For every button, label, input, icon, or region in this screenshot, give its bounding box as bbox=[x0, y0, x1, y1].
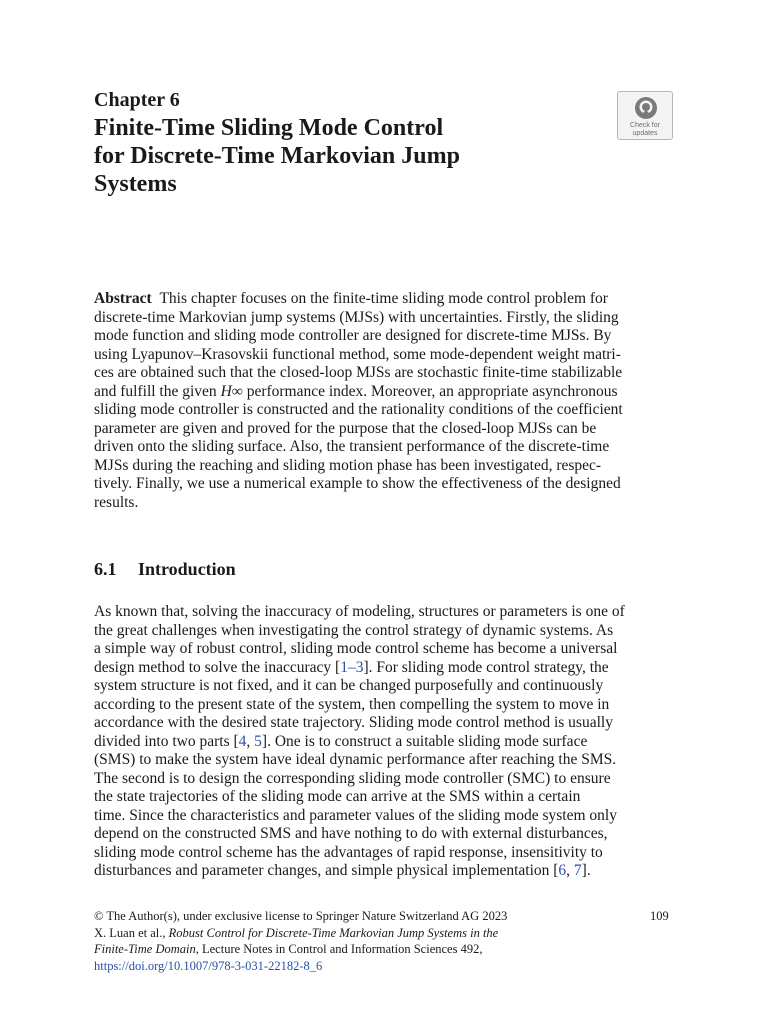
intro-line: accordance with the desired state trajectory. Sliding mode control method is usually bbox=[94, 714, 613, 731]
abstract-line: results. bbox=[94, 493, 139, 511]
abstract bbox=[94, 290, 674, 512]
section-heading bbox=[94, 558, 236, 580]
chapter-label: Chapter 6 bbox=[94, 89, 180, 111]
copyright-footer bbox=[94, 908, 674, 974]
section-title: Introduction bbox=[138, 559, 236, 579]
page-number: 109 bbox=[650, 909, 669, 923]
intro-text: divided into two parts [ bbox=[94, 732, 239, 750]
intro-line: a simple way of robust control, sliding mode control scheme has become a universal bbox=[94, 640, 618, 657]
intro-line: The second is to design the corresponding sliding mode controller (SMC) to ensure bbox=[94, 769, 611, 787]
intro-line: time. Since the characteristics and parameter values of the sliding mode system only bbox=[94, 806, 617, 824]
intro-text: ]. One is to construct a suitable sliding mode surface bbox=[261, 732, 588, 750]
abstract-line: performance index. Moreover, an appropriate asynchronous bbox=[242, 382, 618, 400]
citation-link[interactable]: 1 bbox=[340, 658, 348, 676]
citation-separator: , bbox=[246, 732, 255, 750]
h-infinity-symbol: H∞ bbox=[220, 382, 243, 400]
book-title: Finite-Time Domain bbox=[94, 942, 196, 956]
book-title: Robust Control for Discrete-Time Markovian Jump Systems in the bbox=[168, 925, 499, 940]
intro-line: sliding mode control scheme has the advantages of rapid response, insensitivity to bbox=[94, 843, 603, 861]
abstract-line: and fulfill the given bbox=[94, 382, 221, 400]
check-for-updates-badge[interactable] bbox=[617, 91, 673, 140]
badge-text-line: updates bbox=[632, 130, 658, 137]
abstract-line: MJSs during the reaching and sliding motion phase has been investigated, respec- bbox=[94, 456, 602, 474]
section-number: 6.1 bbox=[94, 559, 117, 579]
intro-line: the state trajectories of the sliding mode can arrive at the SMS within a certain bbox=[94, 788, 581, 805]
intro-text: ]. bbox=[581, 862, 591, 879]
intro-line: (SMS) to make the system have ideal dynamic performance after reaching the SMS. bbox=[94, 751, 617, 768]
intro-line: according to the present state of the system, then compelling the system to move in bbox=[94, 695, 610, 713]
check-for-updates-icon bbox=[633, 95, 659, 121]
citation-range-dash: – bbox=[347, 658, 356, 676]
abstract-line: ces are obtained such that the closed-loop MJSs are stochastic finite-time stabilizable bbox=[94, 364, 623, 381]
copyright-notice: © The Author(s), under exclusive license to Springer Nature Switzerland AG 2023 bbox=[94, 909, 508, 923]
citation-separator: , bbox=[566, 862, 574, 879]
intro-line: depend on the constructed SMS and have nothing to do with external disturbances, bbox=[94, 825, 608, 842]
intro-line: As known that, solving the inaccuracy of modeling, structures or parameters is one of bbox=[94, 603, 625, 620]
abstract-line: discrete-time Markovian jump systems (MJSs) with uncertainties. Firstly, the sliding bbox=[94, 308, 619, 326]
citation-link[interactable]: 7 bbox=[573, 862, 582, 879]
chapter-title-line: Systems bbox=[94, 171, 177, 197]
abstract-lead: Abstract bbox=[94, 290, 152, 307]
abstract-line: sliding mode controller is constructed and the rationality conditions of the coefficient bbox=[94, 401, 623, 418]
abstract-line: parameter are given and proved for the purpose that the closed-loop MJSs can be bbox=[94, 419, 597, 437]
citation-link[interactable]: 3 bbox=[355, 658, 364, 676]
introduction-paragraph bbox=[94, 603, 674, 881]
badge-text bbox=[618, 122, 672, 138]
citation-link[interactable]: 6 bbox=[558, 862, 567, 879]
chapter-title-line: for Discrete-Time Markovian Jump bbox=[94, 143, 460, 169]
intro-line: the great challenges when investigating the control strategy of dynamic systems. As bbox=[94, 621, 614, 639]
citation-link[interactable]: 4 bbox=[238, 732, 247, 750]
abstract-line: mode function and sliding mode controller are designed for discrete-time MJSs. By bbox=[94, 327, 612, 344]
intro-text: design method to solve the inaccuracy [ bbox=[94, 658, 341, 676]
abstract-line: tively. Finally, we use a numerical example to show the effectiveness of the designed bbox=[94, 475, 621, 492]
abstract-line: driven onto the sliding surface. Also, the transient performance of the discrete-time bbox=[94, 438, 610, 455]
intro-text: disturbances and parameter changes, and simple physical implementation [ bbox=[94, 862, 559, 879]
footer-authors: X. Luan et al., bbox=[94, 925, 169, 940]
intro-line: system structure is not fixed, and it can be changed purposefully and continuously bbox=[94, 677, 604, 694]
abstract-line: using Lyapunov–Krasovskii functional method, some mode-dependent weight matri- bbox=[94, 345, 621, 363]
chapter-title-line: Finite-Time Sliding Mode Control bbox=[94, 115, 444, 141]
abstract-line: This chapter focuses on the finite-time sliding mode control problem for bbox=[159, 290, 608, 307]
citation-link[interactable]: 5 bbox=[254, 732, 262, 750]
doi-link[interactable]: https://doi.org/10.1007/978-3-031-22182-8_6 bbox=[94, 958, 323, 973]
chapter-title bbox=[94, 114, 564, 198]
badge-text-line: Check for bbox=[630, 122, 660, 129]
book-series: , Lecture Notes in Control and Information Sciences 492, bbox=[195, 942, 483, 956]
intro-text: ]. For sliding mode control strategy, the bbox=[363, 658, 609, 676]
